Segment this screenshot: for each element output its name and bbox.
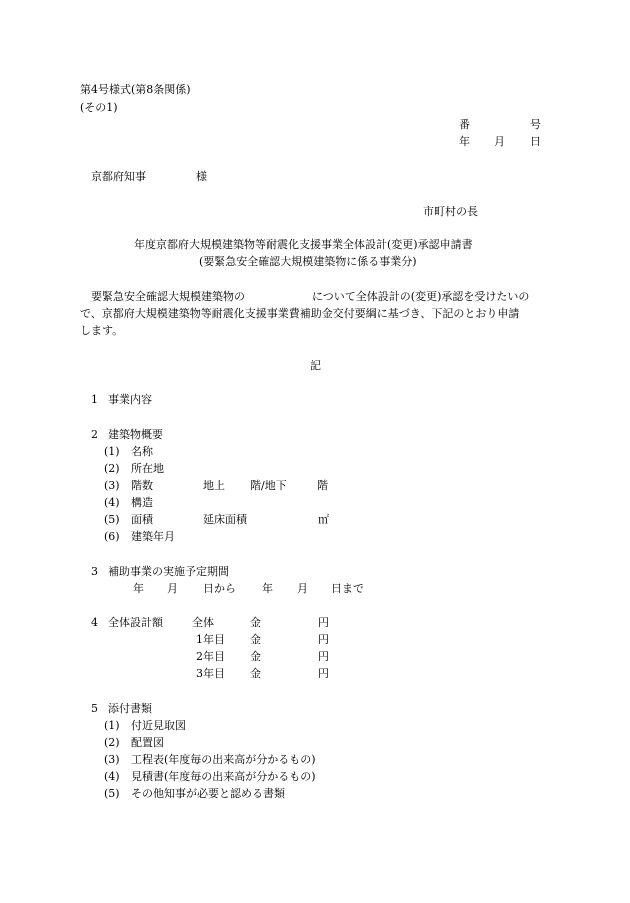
section-5-label: 添付書類: [108, 702, 152, 715]
document-subtitle: (要緊急安全確認大規模建築物に係る事業分): [199, 255, 417, 268]
section-1-label: 事業内容: [108, 393, 152, 406]
attachment-number: (1): [104, 719, 120, 732]
section-1-number: 1: [91, 393, 98, 406]
period-end-year: 年: [262, 582, 273, 595]
attachment-label: その他知事が必要と認める書類: [131, 787, 285, 800]
ki-heading: 記: [310, 359, 321, 372]
section-2-item-label: 所在地: [131, 462, 164, 475]
document-title: 年度京都府大規模建築物等耐震化支援事業全体設計(変更)承認申請書: [134, 238, 473, 251]
design-cost-yen: 円: [318, 650, 329, 663]
design-cost-kin: 金: [250, 650, 261, 663]
form-number: 第4号様式(第8条関係): [80, 83, 191, 96]
date-year: 年: [459, 135, 470, 148]
attachment-label: 付近見取図: [131, 719, 186, 732]
design-cost-row-label: 全体: [192, 616, 214, 629]
floors-above-label: 地上: [203, 479, 225, 492]
section-2-item-number: (4): [104, 496, 120, 509]
section-2-item-label: 構造: [131, 496, 153, 509]
attachment-label: 見積書(年度毎の出来高が分かるもの): [131, 770, 316, 783]
total-floor-area-label: 延床面積: [203, 513, 247, 526]
section-5-number: 5: [91, 702, 98, 715]
period-start-day: 日から: [203, 582, 236, 595]
period-start-month: 月: [167, 582, 178, 595]
document-number-suffix: 号: [530, 118, 541, 131]
section-2-item-label: 建築年月: [131, 530, 175, 543]
section-2-item-number: (2): [104, 462, 120, 475]
date-month: 月: [494, 135, 505, 148]
design-cost-row-label: 3年目: [196, 667, 225, 680]
period-end-month: 月: [297, 582, 308, 595]
section-2-item-number: (1): [104, 445, 120, 458]
body-text-1a: 要緊急安全確認大規模建築物の: [91, 290, 245, 303]
design-cost-yen: 円: [318, 633, 329, 646]
floors-end-label: 階: [317, 479, 328, 492]
design-cost-row-label: 2年目: [196, 650, 225, 663]
section-3-label: 補助事業の実施予定期間: [108, 565, 229, 578]
attachment-number: (5): [104, 787, 120, 800]
section-2-item-label: 面積: [131, 513, 153, 526]
section-2-item-number: (3): [104, 479, 120, 492]
design-cost-kin: 金: [250, 667, 261, 680]
body-text-2: で、京都府大規模建築物等耐震化支援事業費補助金交付要綱に基づき、下記のとおり申請: [80, 307, 520, 320]
section-4-label: 全体設計額: [108, 616, 163, 629]
section-2-item-number: (6): [104, 530, 120, 543]
section-4-number: 4: [91, 616, 98, 629]
section-2-item-label: 名称: [131, 445, 153, 458]
area-unit: ㎡: [318, 513, 329, 526]
form-part: (その1): [80, 101, 118, 114]
period-end-day: 日まで: [331, 582, 364, 595]
addressee-name: 京都府知事: [91, 170, 146, 183]
addressee-honorific: 様: [196, 170, 207, 183]
document-number-label: 番: [459, 118, 470, 131]
section-2-item-label: 階数: [131, 479, 153, 492]
attachment-number: (3): [104, 753, 120, 766]
section-2-item-number: (5): [104, 513, 120, 526]
design-cost-kin: 金: [250, 633, 261, 646]
attachment-number: (4): [104, 770, 120, 783]
floors-below-label: 階/地下: [250, 479, 287, 492]
section-3-number: 3: [91, 565, 98, 578]
attachment-number: (2): [104, 736, 120, 749]
design-cost-yen: 円: [318, 667, 329, 680]
date-day: 日: [530, 135, 541, 148]
period-start-year: 年: [133, 582, 144, 595]
design-cost-kin: 金: [250, 616, 261, 629]
attachment-label: 工程表(年度毎の出来高が分かるもの): [131, 753, 316, 766]
section-2-number: 2: [91, 428, 98, 441]
sender: 市町村の長: [423, 205, 478, 218]
body-text-1b: について全体設計の(変更)承認を受けたいの: [312, 290, 530, 303]
design-cost-yen: 円: [318, 616, 329, 629]
body-text-3: します。: [80, 324, 124, 337]
section-2-label: 建築物概要: [108, 428, 163, 441]
design-cost-row-label: 1年目: [196, 633, 225, 646]
attachment-label: 配置図: [131, 736, 164, 749]
